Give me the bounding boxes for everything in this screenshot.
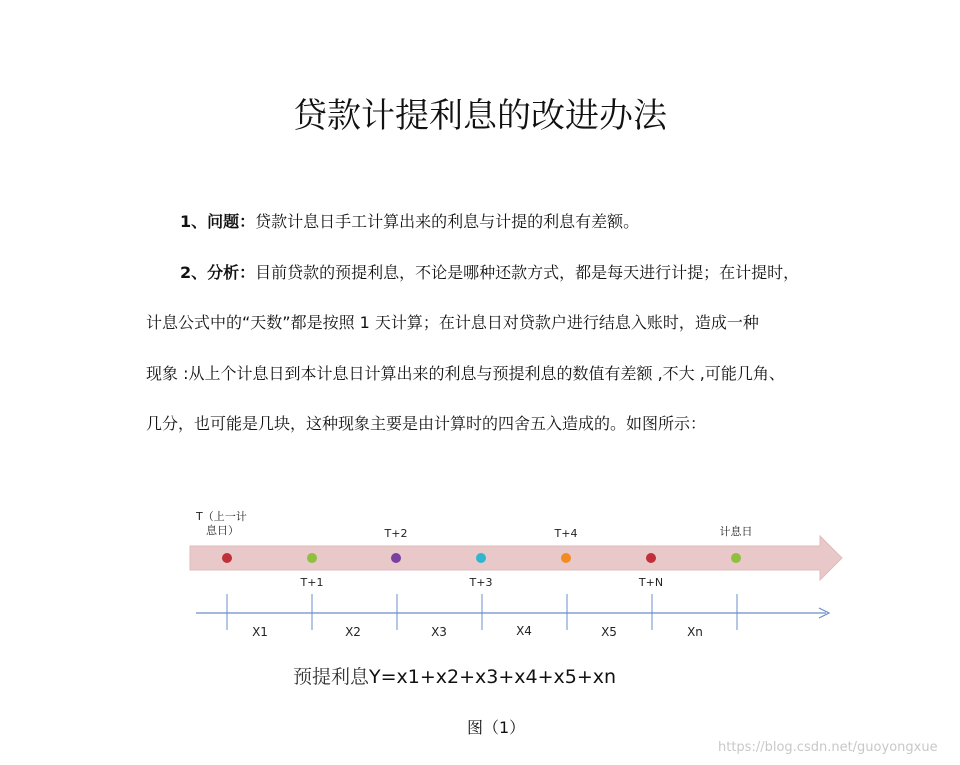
top-label-interest-day: 计息日 [719,525,753,538]
top-label-t4: T+4 [554,527,578,540]
start-label-line1: T（上一计 [196,510,247,523]
top-label-t2: T+2 [384,527,408,540]
timeline-dot [646,553,656,563]
analysis-text-1: 目前贷款的预提利息，不论是哪种还款方式，都是每天进行计提；在计提时， [255,263,800,282]
timeline-dot [731,553,741,563]
interval-label-x4: X4 [516,624,532,638]
bottom-label-t3: T+3 [469,576,493,589]
paragraph-analysis-line4: 几分，也可能是几块，这种现象主要是由计算时的四舍五入造成的。如图所示： [146,414,707,433]
timeline-dot [307,553,317,563]
paragraph-analysis-line3: 现象 :从上个计息日到本计息日计算出来的利息与预提利息的数值有差额 ,不大 ,可能几角、 [146,364,785,383]
problem-text: 贷款计息日手工计算出来的利息与计提的利息有差额。 [255,212,640,231]
problem-heading: 1、问题： [180,212,256,231]
interval-label-xn: Xn [687,625,703,639]
paragraph-analysis-line2: 计息公式中的“天数”都是按照 1 天计算；在计息日对贷款户进行结息入账时，造成一种 [146,313,759,332]
timeline-band-arrow [190,536,842,580]
interval-label-x2: X2 [345,625,361,639]
start-label-line2: 息日） [206,524,239,537]
document-title: 贷款计提利息的改进办法 [293,96,667,136]
interval-label-x3: X3 [431,625,447,639]
formula [293,662,616,689]
timeline-dot [476,553,486,563]
interval-label-x5: X5 [601,625,617,639]
bottom-label-t1: T+1 [300,576,324,589]
figure-caption: 图（1） [467,718,526,737]
interval-label-x1: X1 [252,625,268,639]
timeline-dot [561,553,571,563]
formula-label: 预提利息 [293,666,370,688]
analysis-heading: 2、分析： [180,263,256,282]
timeline-dot [222,553,232,563]
timeline-dot [391,553,401,563]
formula-expression: Y=x1+x2+x3+x4+x5+xn [369,666,617,688]
bottom-label-tn: T+N [638,576,664,589]
watermark: https://blog.csdn.net/guoyongxue [718,740,938,755]
